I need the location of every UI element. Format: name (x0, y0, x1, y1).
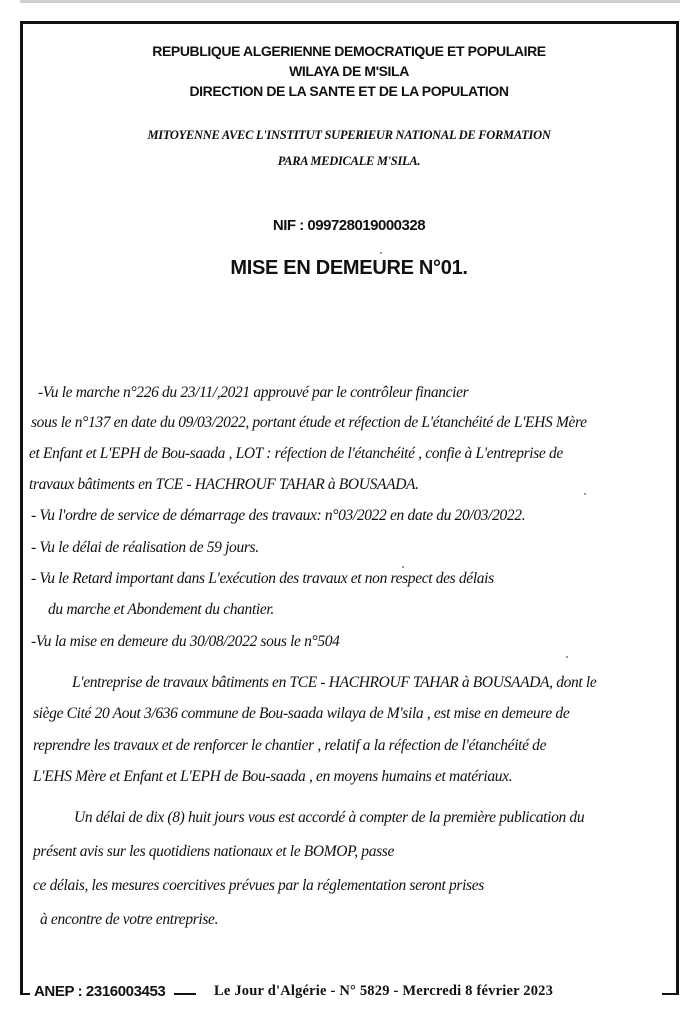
footer-dash (662, 993, 678, 995)
scan-speck (402, 566, 404, 568)
notice-title: MISE EN DEMEURE N°01. (230, 257, 468, 279)
body-line: ce délais, les mesures coercitives prévues par la réglementation seront prises (33, 877, 484, 894)
page-top-edge (20, 0, 680, 3)
scan-speck (584, 493, 586, 495)
nif-number: NIF : 099728019000328 (272, 217, 426, 234)
header-republic: REPUBLIQUE ALGERIENNE DEMOCRATIQUE ET POPULAIRE (152, 43, 546, 59)
body-line: présent avis sur les quotidiens nationaux et le BOMOP, passe (33, 843, 395, 860)
body-line: L'entreprise de travaux bâtiments en TCE - HACHROUF TAHAR à BOUSAADA, dont le (72, 674, 597, 691)
body-line: Un délai de dix (8) huit jours vous est accordé à compter de la première publication du (74, 809, 585, 826)
footer-dash (174, 993, 196, 995)
body-line: du marche et Abondement du chantier. (48, 601, 274, 618)
body-line: L'EHS Mère et Enfant et L'EPH de Bou-saada , en moyens humains et matériaux. (33, 768, 513, 785)
header-direction: DIRECTION DE LA SANTE ET DE LA POPULATION (189, 83, 509, 99)
body-line: -Vu le marche n°226 du 23/11/,2021 approuvé par le contrôleur financier (38, 384, 469, 401)
body-line: sous le n°137 en date du 09/03/2022, portant étude et réfection de L'étanchéité de L'EHS Mère (31, 414, 587, 431)
scan-speck (566, 656, 568, 658)
newspaper-credit: Le Jour d'Algérie - N° 5829 - Mercredi 8 février 2023 (214, 983, 554, 999)
body-line: -Vu la mise en demeure du 30/08/2022 sous le n°504 (31, 633, 340, 650)
body-line: à encontre de votre entreprise. (40, 911, 219, 928)
address-line-1: MITOYENNE AVEC L'INSTITUT SUPERIEUR NATIONAL DE FORMATION (147, 128, 551, 142)
body-line: travaux bâtiments en TCE - HACHROUF TAHAR à BOUSAADA. (29, 476, 419, 493)
body-line: siège Cité 20 Aout 3/636 commune de Bou-saada wilaya de M'sila , est mise en demeure de (33, 705, 570, 722)
footer-bar (0, 983, 698, 1007)
body-line: - Vu le délai de réalisation de 59 jours. (31, 539, 259, 556)
header-wilaya: WILAYA DE M'SILA (289, 63, 409, 79)
body-line: - Vu le Retard important dans L'exécution des travaux et non respect des délais (31, 570, 494, 587)
footer-dash (20, 993, 30, 995)
address-line-2: PARA MEDICALE M'SILA. (277, 154, 421, 168)
body-line: - Vu l'ordre de service de démarrage des travaux: n°03/2022 en date du 20/03/2022. (31, 507, 526, 524)
anep-reference: ANEP : 2316003453 (34, 983, 166, 1000)
frame-corner (20, 973, 23, 995)
body-line: et Enfant et L'EPH de Bou-saada , LOT : réfection de l'étanchéité , confie à L'entreprise de (29, 445, 563, 462)
body-line: reprendre les travaux et de renforcer le chantier , relatif a la réfection de l'étanchéité de (33, 737, 547, 754)
scan-speck (380, 252, 382, 254)
